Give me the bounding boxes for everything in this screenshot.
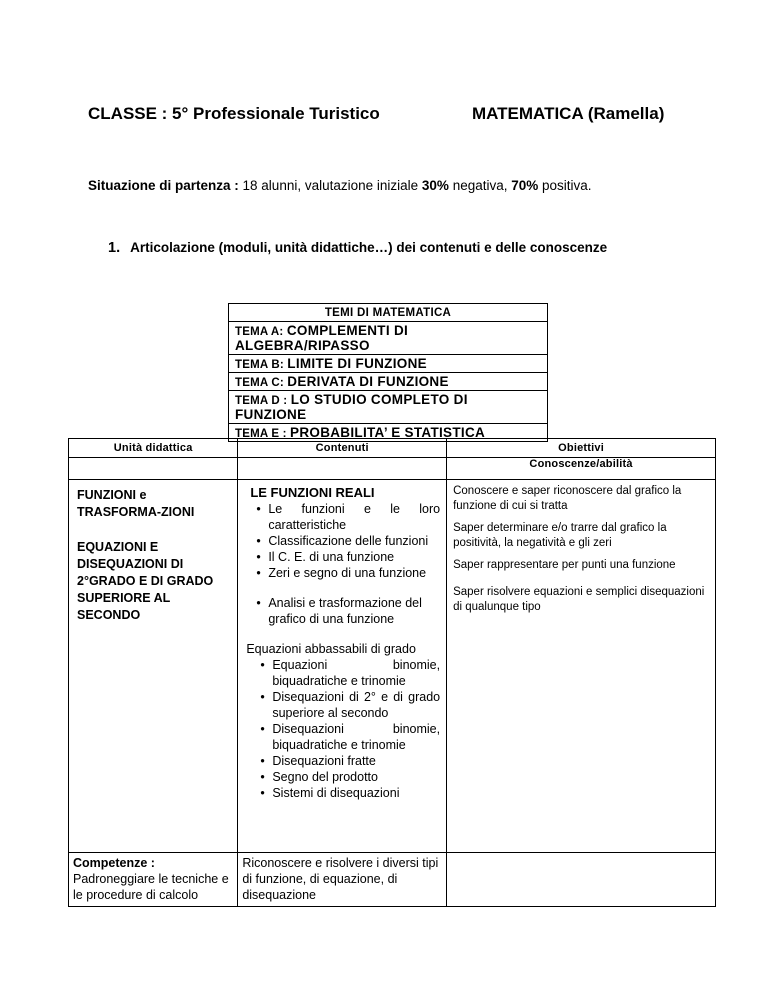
topic-row (229, 373, 548, 391)
empty-cell (238, 458, 447, 480)
list-item: • Classificazione delle funzioni (268, 533, 440, 549)
objective: Saper determinare e/o trarre dal grafico la positività, la negatività e gli zeri (453, 522, 667, 549)
empty-cell (69, 458, 238, 480)
header-conoscenze: Conoscenze/abilità (529, 458, 633, 470)
starting-situation-label: Situazione di partenza : (88, 178, 239, 193)
equations-list (246, 657, 440, 801)
topic-prefix: TEMA B: (235, 359, 288, 371)
list-item: • Il C. E. di una funzione (268, 549, 440, 565)
unit-equazioni: EQUAZIONI E DISEQUAZIONI DI 2°GRADO E DI GRADO SUPERIORE AL SECONDO (77, 540, 214, 622)
list-item: • Disequazioni binomie, biquadratiche e trinomie (272, 721, 440, 753)
header-obiettivi-sub (447, 458, 716, 480)
starting-situation-text: negativa, (448, 178, 512, 193)
header-obiettivi (447, 439, 716, 458)
subject-title: MATEMATICA (Ramella) (472, 104, 665, 123)
unit-funzioni: FUNZIONI e TRASFORMA-ZIONI (77, 488, 195, 519)
unita-cell (69, 480, 238, 853)
list-item: • Zeri e segno di una funzione (268, 565, 440, 581)
topics-header: TEMI DI MATEMATICA (229, 304, 548, 322)
competenze-label: Competenze : (73, 856, 155, 870)
objective: Saper rappresentare per punti una funzione (453, 559, 676, 571)
competenze-cell (69, 853, 238, 907)
topic-row (229, 391, 548, 424)
topic-name: COMPLEMENTI DI ALGEBRA/RIPASSO (235, 323, 409, 353)
list-item: • Le funzioni e le loro caratteristiche (268, 501, 440, 533)
class-title: CLASSE : 5° Professionale Turistico (88, 104, 380, 123)
topic-name: LO STUDIO COMPLETO DI FUNZIONE (235, 392, 468, 422)
analysis-list (246, 595, 440, 627)
contenuti-title: LE FUNZIONI REALI (250, 485, 375, 500)
section-number: 1. (108, 240, 121, 256)
positive-percent: 70% (511, 178, 539, 193)
functions-list (246, 501, 440, 581)
objective: Saper risolvere equazioni e semplici disequazioni di qualunque tipo (453, 586, 705, 613)
header-unita: Unità didattica (69, 439, 238, 458)
topic-prefix: TEMA A: (235, 326, 287, 338)
competenze-text: Padroneggiare le tecniche e le procedure di calcolo (73, 872, 229, 902)
starting-situation-text: positiva. (538, 178, 592, 193)
topic-name: DERIVATA DI FUNZIONE (287, 374, 449, 389)
objective: Conoscere e saper riconoscere dal grafico la funzione di cui si tratta (453, 485, 682, 512)
list-item: • Analisi e trasformazione del grafico di una funzione (268, 595, 440, 627)
topic-row (229, 355, 548, 373)
topics-table (228, 303, 548, 442)
list-item: • Equazioni binomie, biquadratiche e trinomie (272, 657, 440, 689)
competenze-content: Riconoscere e risolvere i diversi tipi di funzione, di equazione, di disequazione (242, 856, 439, 902)
topic-row (229, 322, 548, 355)
starting-situation-text: 18 alunni, valutazione iniziale (238, 178, 422, 193)
list-item: • Disequazioni fratte (272, 753, 440, 769)
section-title: Articolazione (moduli, unità didattiche…) dei contenuti e delle conoscenze (130, 240, 608, 255)
section-heading (108, 240, 607, 256)
obiettivi-cell (447, 480, 716, 853)
list-item: • Sistemi di disequazioni (272, 785, 440, 801)
competenze-content-cell (238, 853, 447, 907)
topic-prefix: TEMA E : (235, 428, 291, 440)
topic-prefix: TEMA C: (235, 377, 288, 389)
starting-situation (88, 178, 592, 193)
topic-name: LIMITE DI FUNZIONE (287, 356, 427, 371)
topic-prefix: TEMA D : (235, 395, 291, 407)
topic-name: PROBABILITA’ E STATISTICA (290, 425, 486, 440)
empty-cell (447, 853, 716, 907)
negative-percent: 30% (421, 178, 449, 193)
contenuti-cell (238, 480, 447, 853)
list-item: • Segno del prodotto (272, 769, 440, 785)
list-item: • Disequazioni di 2° e di grado superiore al secondo (272, 689, 440, 721)
header-obiettivi-title: Obiettivi (558, 442, 604, 454)
curriculum-table (68, 438, 716, 907)
equations-title: Equazioni abbassabili di grado (246, 642, 416, 656)
header-contenuti: Contenuti (238, 439, 447, 458)
